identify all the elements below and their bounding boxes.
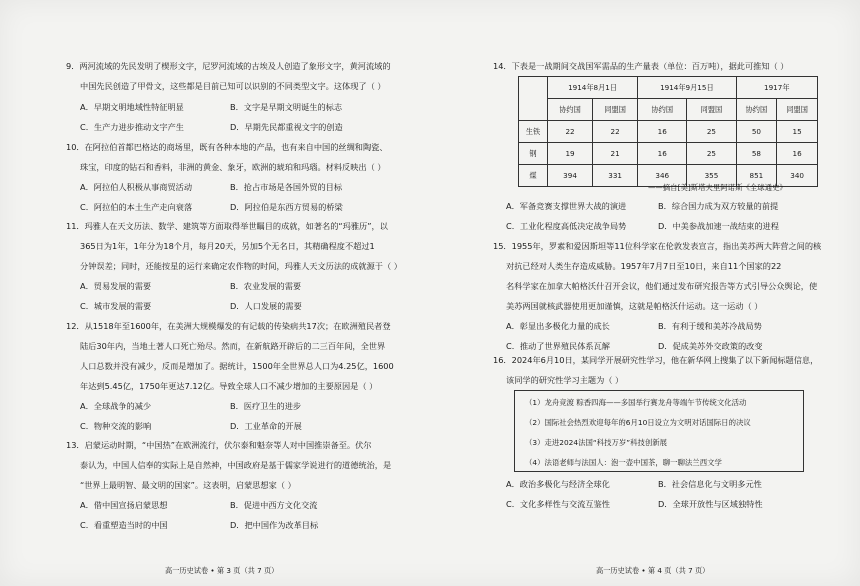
table-row-label: 钢 xyxy=(519,143,548,165)
q9-option-c: C．生产力进步推动文字产生 xyxy=(80,122,184,132)
table-cell: 22 xyxy=(548,121,593,143)
q10-option-a: A．阿拉伯人积极从事商贸活动 xyxy=(80,182,193,192)
table-header-side: 协约国 xyxy=(638,99,687,121)
table-cell: 394 xyxy=(548,165,593,187)
q11-option-b: B．农业发展的需要 xyxy=(230,281,302,291)
table-cell: 25 xyxy=(687,121,736,143)
q15-option-c: C．推动了世界殖民体系瓦解 xyxy=(506,341,610,351)
table-cell: 851 xyxy=(736,165,777,187)
table-header-side: 同盟国 xyxy=(777,99,818,121)
table-header-side: 同盟国 xyxy=(593,99,638,121)
q16-option-c: C．文化多样性与交流互鉴性 xyxy=(506,499,610,509)
q11-line-1: 11．玛雅人在天文历法、数学、建筑等方面取得举世瞩目的成就，如著名的“玛雅历”，以 xyxy=(66,221,388,231)
q13-option-c: C．看重塑造当时的中国 xyxy=(80,520,168,530)
table-header-date: 1917年 xyxy=(736,77,817,99)
table-row xyxy=(519,121,818,143)
q13-line-2: 泰认为，中国人信奉的实际上是自然神，中国政府是基于儒家学说进行的道德统治，是 xyxy=(80,460,392,470)
q13-option-a: A．借中国宣扬启蒙思想 xyxy=(80,500,168,510)
q12-option-c: C．物种交流的影响 xyxy=(80,421,152,431)
q9-line-2: 中国先民创造了甲骨文，这些都是目前已知可以识别的不同类型文字。这体现了（ ） xyxy=(80,81,386,91)
munitions-table xyxy=(518,76,818,187)
q11-line-3: 分钟误差；同时，还能按星的运行来确定农作物的时间，玛雅人天文历法的成就源于（ ） xyxy=(80,261,402,271)
table-row-label: 煤 xyxy=(519,165,548,187)
table-row xyxy=(519,99,818,121)
table-cell: 19 xyxy=(548,143,593,165)
q16-option-d: D．全球开放性与区域独特性 xyxy=(658,499,763,509)
q10-option-d: D．阿拉伯是东西方贸易的桥梁 xyxy=(230,202,343,212)
table-cell: 21 xyxy=(593,143,638,165)
q10-option-b: B．抢占市场是各国外贸的目标 xyxy=(230,182,343,192)
table-corner-cell xyxy=(519,77,548,121)
table-row xyxy=(519,77,818,99)
right-page xyxy=(430,0,860,586)
q16-option-b: B．社会信息化与文明多元性 xyxy=(658,479,762,489)
right-page-footer: 高一历史试卷 • 第 4 页（共 7 页） xyxy=(596,566,710,575)
q10-option-c: C．阿拉伯的本土生产走向衰落 xyxy=(80,202,193,212)
q15-line-3: 名科学家在加拿大帕格沃什召开会议，他们通过发布研究报告等方式引导公众舆论，使 xyxy=(506,281,818,291)
table-header-side: 协约国 xyxy=(736,99,777,121)
q15-line-1: 15．1955年，罗素和爱因斯坦等11位科学家在伦敦发表宣言，指出美苏两大阵营之间的核 xyxy=(493,241,822,251)
q12-line-4: 年达到5.45亿，1750年更达7.12亿。导致全球人口不减少增加的主要原因是（ ） xyxy=(80,381,378,391)
table-cell: 25 xyxy=(687,143,736,165)
q13-line-3: “世界上最明智、最文明的国家”。这表明，启蒙思想家（ ） xyxy=(80,480,296,490)
q15-line-4: 美苏两国就核武器使用更加谨慎，这就是帕格沃什运动。这一运动（ ） xyxy=(506,301,763,311)
left-page-footer: 高一历史试卷 • 第 3 页（共 7 页） xyxy=(165,566,279,575)
q16-line-2: 该同学的研究性学习主题为（ ） xyxy=(506,375,624,385)
table-row xyxy=(519,143,818,165)
news-item: （3）走进2024法国“科技万岁”科技创新展 xyxy=(525,438,668,447)
q14-option-a: A．军备竞赛支撑世界大战的演进 xyxy=(506,201,627,211)
table-header-date: 1914年8月1日 xyxy=(548,77,638,99)
table-cell: 16 xyxy=(777,143,818,165)
q11-option-c: C．城市发展的需要 xyxy=(80,301,152,311)
q10-line-2: 珠宝，印度的钻石和香料，非洲的黄金、象牙，欧洲的琥珀和玛瑙。材料反映出（ ） xyxy=(80,162,386,172)
table-cell: 15 xyxy=(777,121,818,143)
table-cell: 331 xyxy=(593,165,638,187)
table-cell: 346 xyxy=(638,165,687,187)
q13-option-d: D．把中国作为改革目标 xyxy=(230,520,319,530)
news-headlines-box xyxy=(514,390,804,472)
q15-line-2: 对抗已经对人类生存造成威胁。1957年7月7日至10日，来自11个国家的22 xyxy=(506,261,782,271)
table-cell: 50 xyxy=(736,121,777,143)
q14-option-d: D．中美参战加速一战结束的进程 xyxy=(658,221,779,231)
table-header-side: 协约国 xyxy=(548,99,593,121)
q13-option-b: B．促进中西方文化交流 xyxy=(230,500,318,510)
q12-line-3: 人口总数并没有减少，反而是增加了。据统计，1500年全世界总人口为4.25亿，1600 xyxy=(80,361,394,371)
table-header-side: 同盟国 xyxy=(687,99,736,121)
table-cell: 355 xyxy=(687,165,736,187)
q13-line-1: 13．启蒙运动时期，“中国热”在欧洲流行，伏尔泰和魁奈等人对中国推崇备至。伏尔 xyxy=(66,440,372,450)
news-item: （2）国际社会热烈欢迎每年的6月10日设立为文明对话国际日的决议 xyxy=(525,418,751,427)
q12-line-1: 12．从1518年至1600年，在美洲大规模爆发的有记载的传染病共17次；在欧洲殖民者登 xyxy=(66,321,391,331)
q11-line-2: 365日为1年，1年分为18个月，每月20天，另加5个无名日，其精确程度不超过1 xyxy=(80,241,375,251)
q15-option-d: D．促成美苏外交政策的改变 xyxy=(658,341,763,351)
q11-option-a: A．贸易发展的需要 xyxy=(80,281,152,291)
q14-line-1: 14．下表是一战期间交战国军需品的生产量表（单位：百万吨），据此可推知（ ） xyxy=(493,61,789,71)
table-header-date: 1914年9月15日 xyxy=(638,77,736,99)
q12-line-2: 陆后30年内，当地土著人口死亡殆尽。然而，在新航路开辟后的二三百年间，全世界 xyxy=(80,341,386,351)
table-cell: 16 xyxy=(638,143,687,165)
q11-option-d: D．人口发展的需要 xyxy=(230,301,302,311)
table-source: ——摘自[美]斯塔夫里阿诺斯《全球通史》 xyxy=(648,183,787,192)
q15-option-a: A．彰显出多极化力量的成长 xyxy=(506,321,610,331)
q9-line-1: 9．两河流域的先民发明了楔形文字，尼罗河流域的古埃及人创造了象形文字，黄河流域的 xyxy=(66,61,391,71)
q9-option-b: B．文字是早期文明诞生的标志 xyxy=(230,102,343,112)
q14-option-b: B．综合国力成为双方较量的前提 xyxy=(658,201,779,211)
table-cell: 340 xyxy=(777,165,818,187)
q12-option-d: D．工业革命的开展 xyxy=(230,421,302,431)
q14-option-c: C．工业化程度高低决定战争局势 xyxy=(506,221,627,231)
q10-line-1: 10．在阿拉伯首都巴格达的商场里，既有各种本地的产品，也有来自中国的丝绸和陶瓷、 xyxy=(66,142,388,152)
q9-option-a: A．早期文明地域性特征明显 xyxy=(80,102,184,112)
table-cell: 22 xyxy=(593,121,638,143)
q16-line-1: 16．2024年6月10日，某同学开展研究性学习，他在新华网上搜集了以下新闻标题信息， xyxy=(493,355,819,365)
table-cell: 16 xyxy=(638,121,687,143)
q12-option-b: B．医疗卫生的进步 xyxy=(230,401,302,411)
q9-option-d: D．早期先民都重视文字的创造 xyxy=(230,122,343,132)
q16-option-a: A．政治多极化与经济全球化 xyxy=(506,479,610,489)
table-row-label: 生铁 xyxy=(519,121,548,143)
q15-option-b: B．有利于缓和美苏冷战局势 xyxy=(658,321,762,331)
table-cell: 58 xyxy=(736,143,777,165)
news-item: （4）法语老师与法国人：泡一壶中国茶，聊一聊法兰西文学 xyxy=(525,458,722,467)
q12-option-a: A．全球战争的减少 xyxy=(80,401,152,411)
news-item: （1）龙舟竞渡 粽香四海——多国举行赛龙舟等端午节传统文化活动 xyxy=(525,398,747,407)
